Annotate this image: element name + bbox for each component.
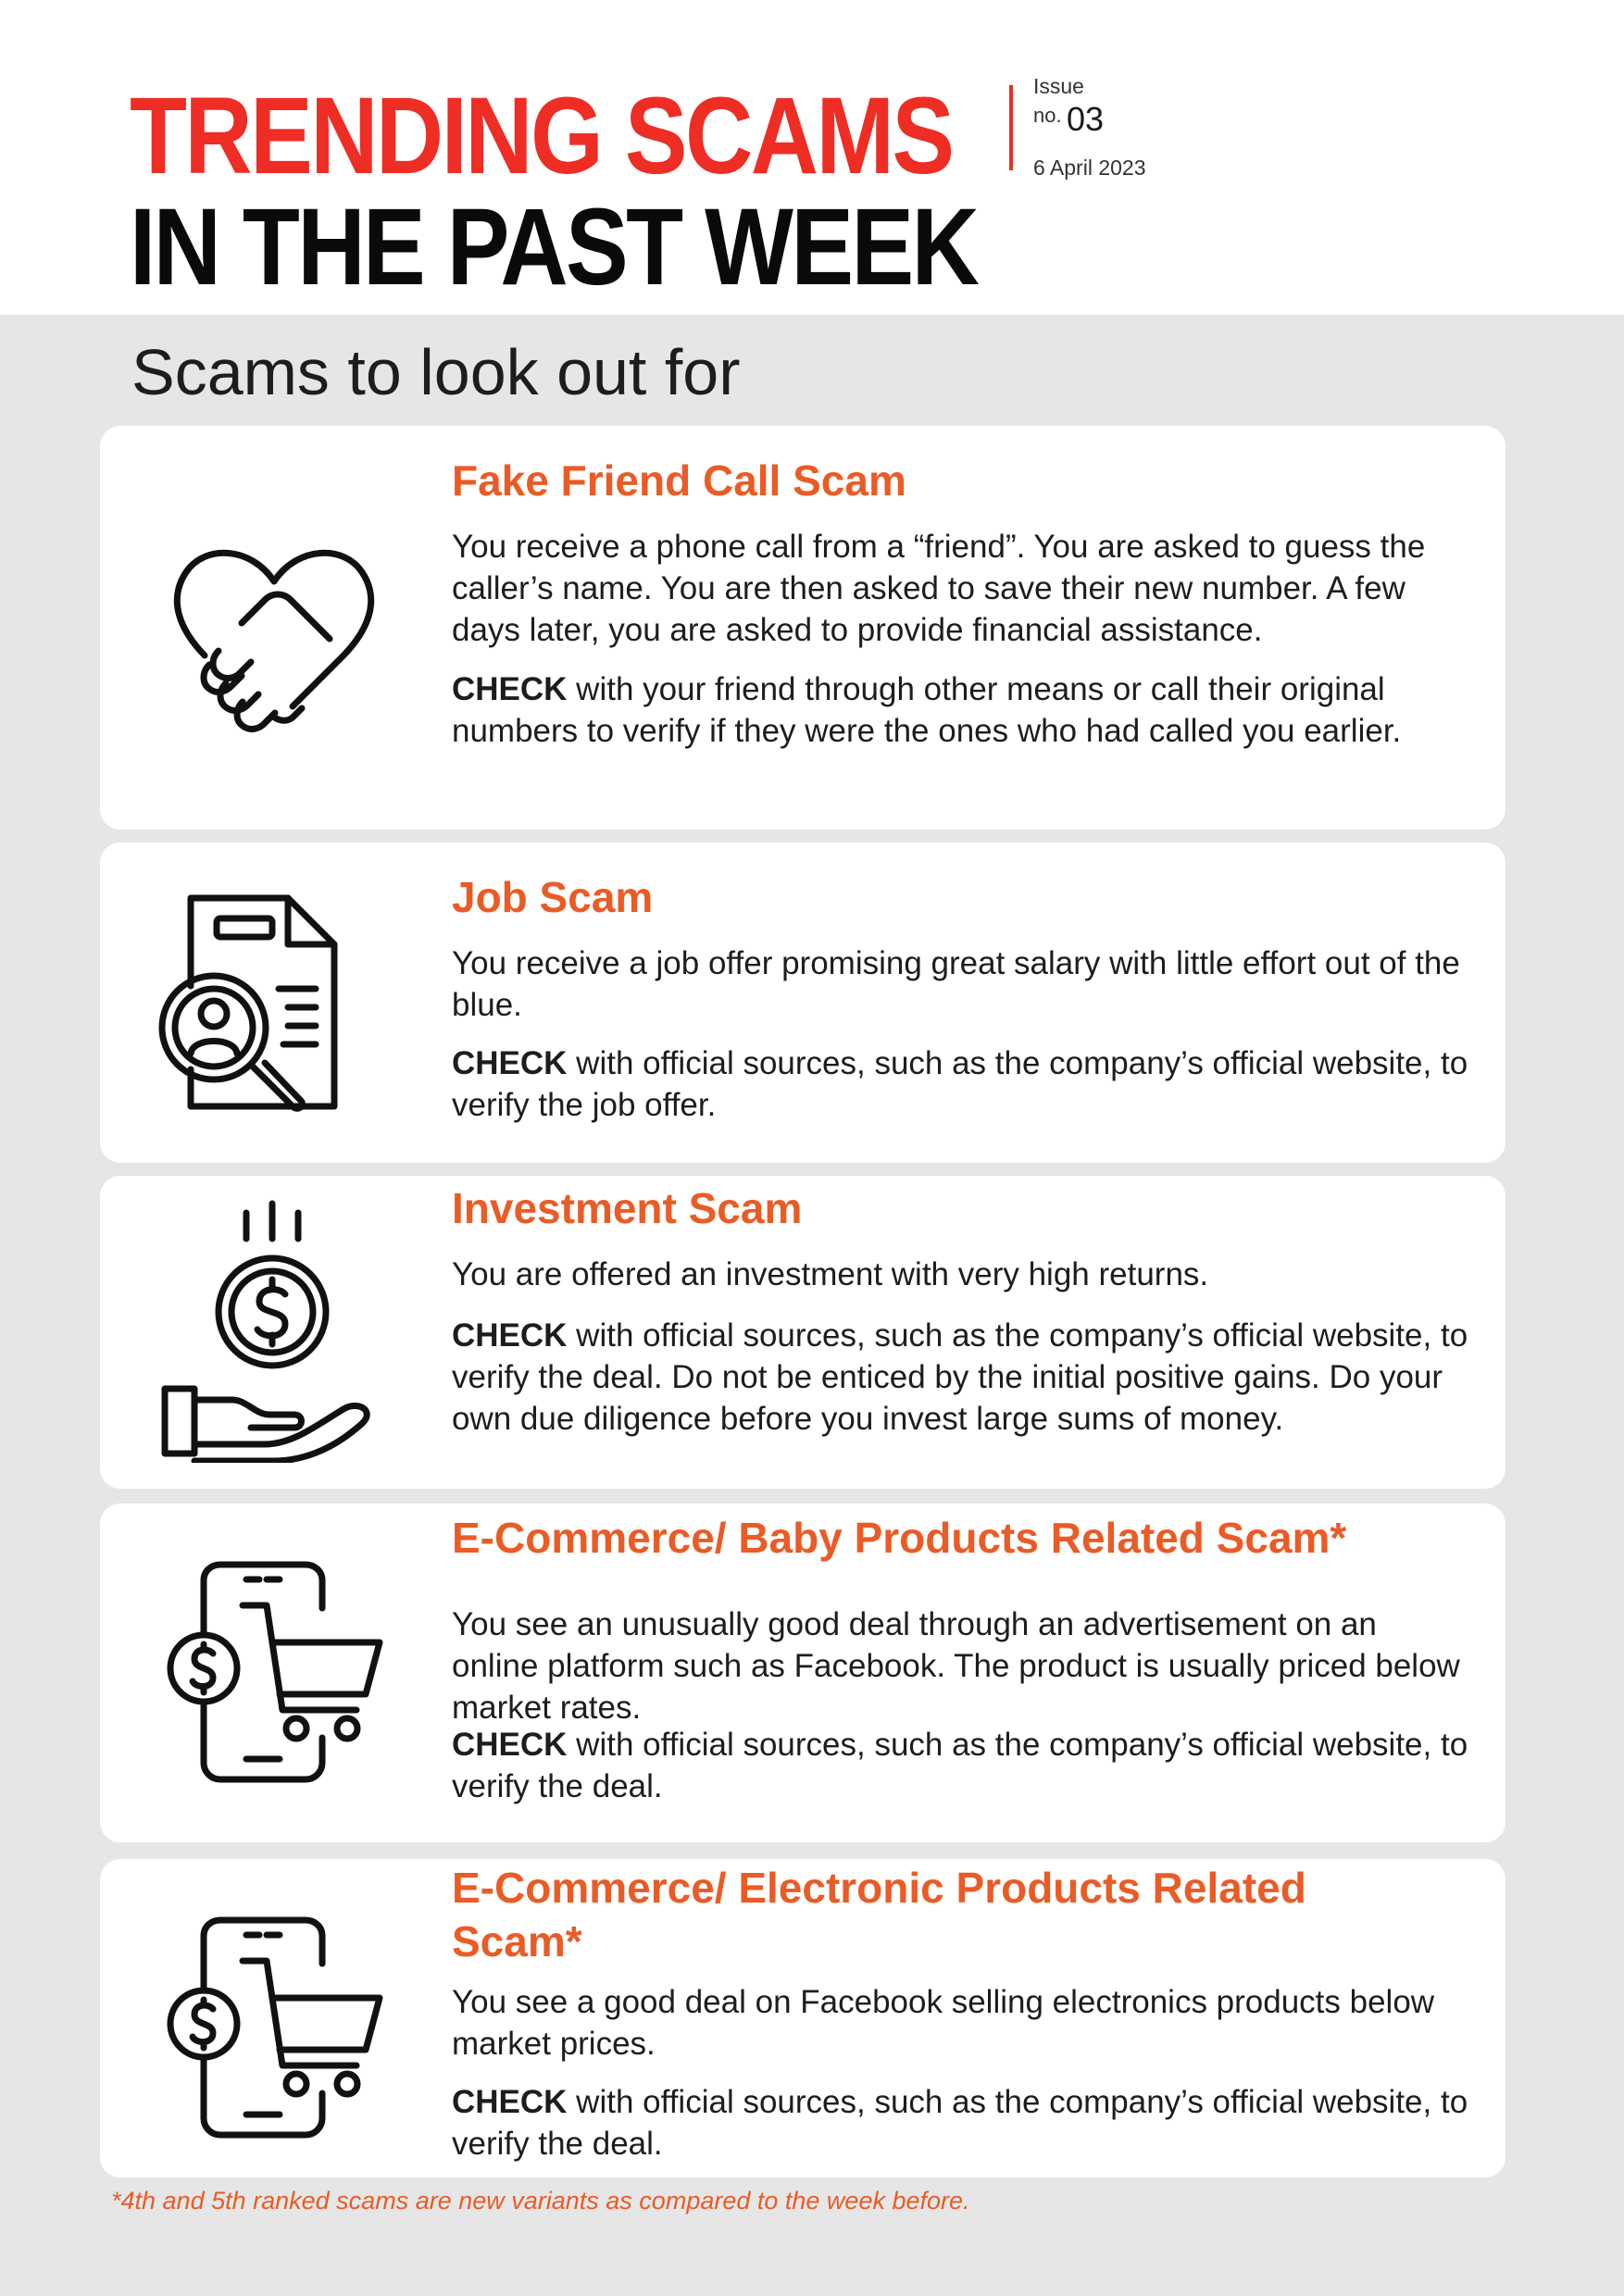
issue-label: Issue bbox=[1033, 74, 1084, 98]
scam-title: Job Scam bbox=[452, 873, 654, 921]
scam-title: E-Commerce/ Electronic Products Related Scam* bbox=[452, 1864, 1306, 1965]
phone-cart-icon bbox=[157, 1557, 389, 1789]
scam-check bbox=[452, 2081, 1470, 2165]
check-word: CHECK bbox=[452, 671, 568, 707]
check-word: CHECK bbox=[452, 1045, 568, 1081]
footnote: *4th and 5th ranked scams are new variants as compared to the week before. bbox=[111, 2187, 970, 2215]
scam-card-ecommerce-baby bbox=[100, 1504, 1505, 1842]
scam-card-fake-friend bbox=[100, 426, 1505, 830]
scam-card-job bbox=[100, 842, 1505, 1163]
phone-cart-icon bbox=[157, 1913, 389, 2144]
header bbox=[0, 0, 1624, 315]
issue-number: 03 bbox=[1067, 100, 1105, 138]
scam-check bbox=[452, 1042, 1470, 1126]
check-word: CHECK bbox=[452, 1317, 568, 1354]
scam-check-text: with official sources, such as the company’s official website, to verify the deal. bbox=[452, 1727, 1468, 1804]
scam-title: E-Commerce/ Baby Products Related Scam* bbox=[452, 1514, 1347, 1562]
scam-description: You see an unusually good deal through an advertisement on an online platform such as Facebook. The product is usually priced below market rates. bbox=[452, 1606, 1460, 1726]
check-word: CHECK bbox=[452, 1727, 568, 1763]
title-line-1: TRENDING SCAMS bbox=[130, 75, 953, 197]
resume-search-icon bbox=[135, 889, 376, 1120]
scam-check-text: with your friend through other means or call their original numbers to verify if they were the ones who had called you earlier. bbox=[452, 671, 1402, 749]
scam-description: You receive a phone call from a “friend”. You are asked to guess the caller’s name. You are then asked to save their new number. A few days later, you are asked to provide financial assistance. bbox=[452, 529, 1426, 648]
scam-check bbox=[452, 668, 1470, 752]
issue-no-label: no. bbox=[1033, 104, 1062, 127]
scam-check-text: with official sources, such as the company’s official website, to verify the deal. Do not be enticed by the initial positive gains. Do your own due diligence before you invest large sums of money. bbox=[452, 1317, 1468, 1437]
scam-card-ecommerce-electronics bbox=[100, 1859, 1505, 2177]
section-title: Scams to look out for bbox=[131, 336, 741, 408]
heart-handshake-icon bbox=[154, 526, 394, 748]
scam-description: You are offered an investment with very high returns. bbox=[452, 1256, 1209, 1292]
title-line-2: IN THE PAST WEEK bbox=[130, 186, 978, 308]
scam-check-text: with official sources, such as the company’s official website, to verify the deal. bbox=[452, 2084, 1468, 2162]
scam-check bbox=[452, 1724, 1470, 1807]
scam-title: Investment Scam bbox=[452, 1184, 803, 1232]
scam-title: Fake Friend Call Scam bbox=[452, 456, 906, 505]
scam-check bbox=[452, 1315, 1470, 1440]
hand-coin-icon bbox=[154, 1194, 394, 1463]
issue-date: 6 April 2023 bbox=[1033, 156, 1146, 180]
scam-card-investment bbox=[100, 1176, 1505, 1489]
scam-description: You receive a job offer promising great salary with little effort out of the blue. bbox=[452, 945, 1460, 1023]
check-word: CHECK bbox=[452, 2084, 568, 2120]
scam-check-text: with official sources, such as the company’s official website, to verify the job offer. bbox=[452, 1045, 1468, 1123]
issue-divider bbox=[1009, 85, 1013, 170]
scam-description: You see a good deal on Facebook selling electronics products below market prices. bbox=[452, 1984, 1435, 2062]
